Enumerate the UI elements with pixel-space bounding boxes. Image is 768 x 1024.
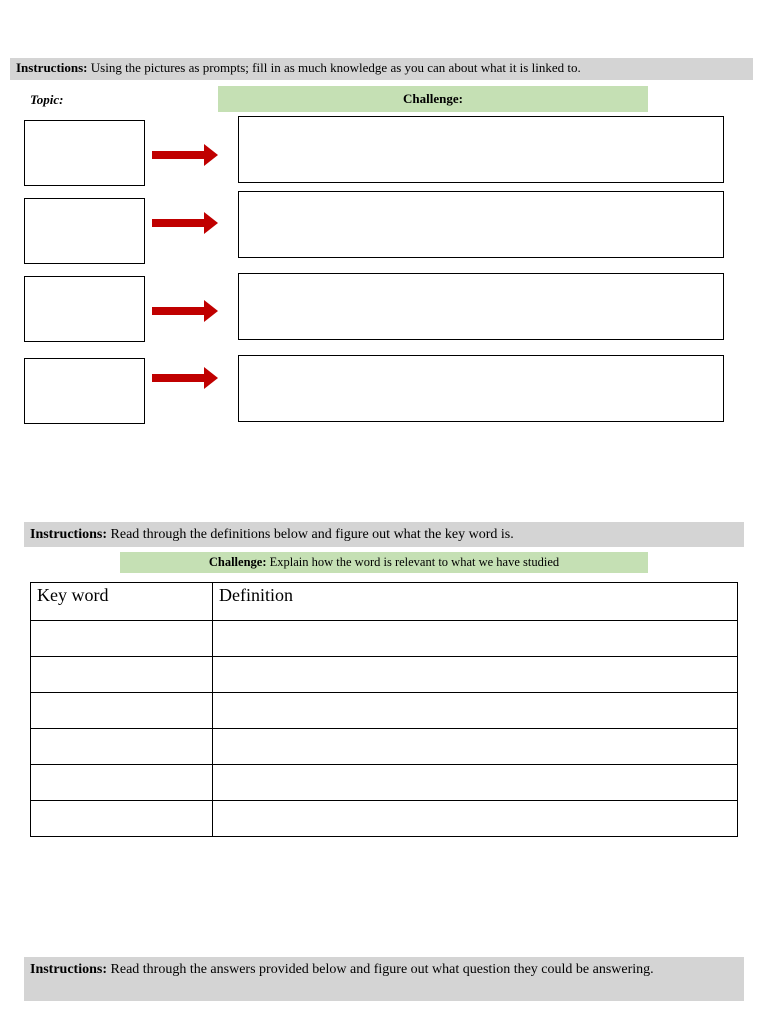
definition-cell[interactable]	[213, 765, 738, 801]
picture-box-3[interactable]	[24, 276, 145, 342]
instructions-text: Read through the definitions below and figure out what the key word is.	[107, 527, 514, 542]
picture-box-1[interactable]	[24, 120, 145, 186]
picture-box-2[interactable]	[24, 198, 145, 264]
instructions-label: Instructions:	[16, 60, 88, 75]
answer-box-2[interactable]	[238, 191, 724, 258]
challenge-bar-2	[120, 552, 648, 573]
table-row	[31, 765, 738, 801]
key-word-cell[interactable]	[31, 621, 213, 657]
instructions-label: Instructions:	[30, 527, 108, 542]
arrow-right-icon	[152, 367, 218, 389]
definition-cell[interactable]	[213, 801, 738, 837]
key-word-cell[interactable]	[31, 693, 213, 729]
table-row	[31, 729, 738, 765]
key-word-cell[interactable]	[31, 765, 213, 801]
answer-box-1[interactable]	[238, 116, 724, 183]
challenge-bar-1	[218, 86, 648, 112]
definition-cell[interactable]	[213, 621, 738, 657]
challenge-text: Explain how the word is relevant to what we have studied	[266, 555, 560, 569]
answer-box-3[interactable]	[238, 273, 724, 340]
arrow-right-icon	[152, 144, 218, 166]
answer-box-4[interactable]	[238, 355, 724, 422]
challenge-label: Challenge:	[208, 555, 267, 569]
header-key-word: Key word	[31, 583, 213, 621]
key-word-table	[30, 582, 738, 837]
table-row	[31, 693, 738, 729]
key-word-cell[interactable]	[31, 801, 213, 837]
topic-label: Topic:	[30, 92, 64, 107]
definition-cell[interactable]	[213, 693, 738, 729]
arrow-right-icon	[152, 300, 218, 322]
definition-cell[interactable]	[213, 657, 738, 693]
challenge-label: Challenge:	[403, 91, 463, 106]
table-header-row	[31, 583, 738, 621]
instructions-text: Using the pictures as prompts; fill in as much knowledge as you can about what it is linked to.	[87, 60, 581, 75]
instructions-label: Instructions:	[30, 962, 108, 977]
header-definition: Definition	[213, 583, 738, 621]
definition-cell[interactable]	[213, 729, 738, 765]
instructions-bar-3	[24, 957, 744, 1001]
instructions-bar-1	[10, 58, 753, 80]
key-word-cell[interactable]	[31, 657, 213, 693]
arrow-right-icon	[152, 212, 218, 234]
table-row	[31, 657, 738, 693]
key-word-cell[interactable]	[31, 729, 213, 765]
instructions-text: Read through the answers provided below and figure out what question they could be answering.	[107, 962, 654, 977]
picture-box-4[interactable]	[24, 358, 145, 424]
table-row	[31, 621, 738, 657]
instructions-bar-2	[24, 522, 744, 547]
table-row	[31, 801, 738, 837]
